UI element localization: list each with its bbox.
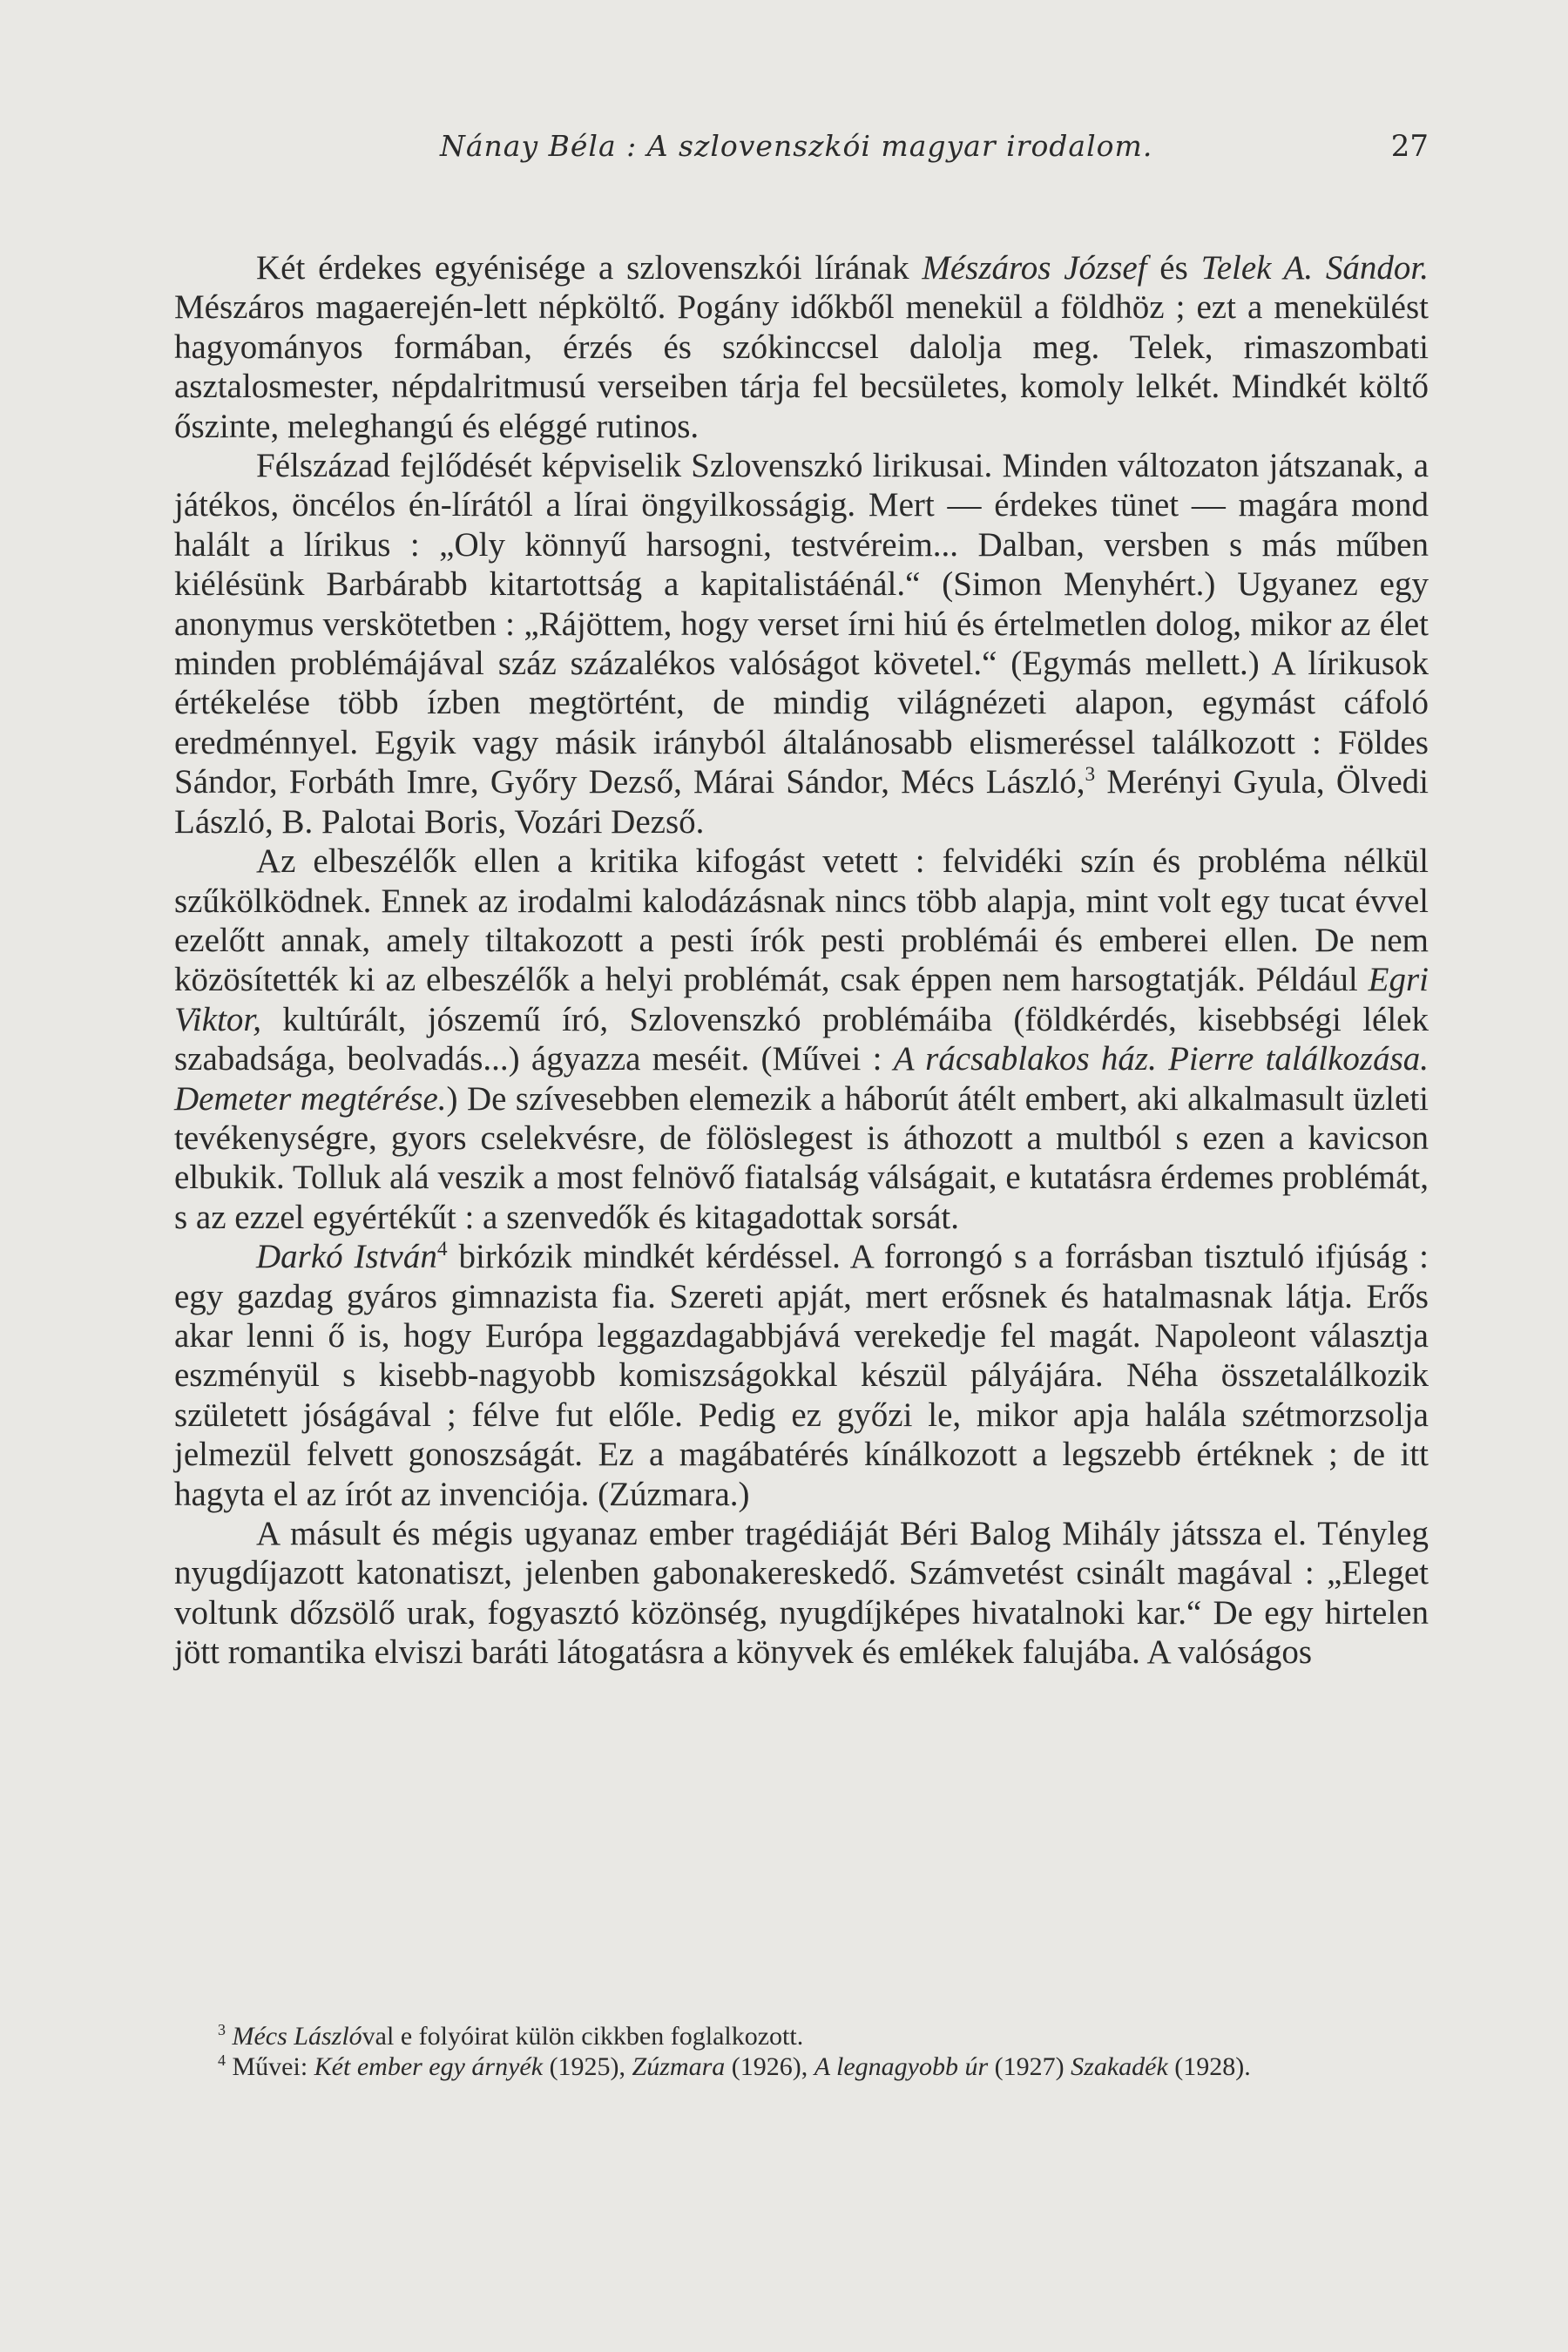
running-title: Nánay Béla : A szlovenszkói magyar irodalom. (440, 129, 1153, 163)
footnote-ref: 3 (1085, 763, 1096, 787)
footnote-4: $^4$ Művei: Két ember egy árnyék (1925), Zúzmara (1926), A legnagyobb úr (1927) Szakadék (1928). (218, 2051, 1251, 2081)
footnote-ref: 4 (436, 1238, 448, 1261)
page-number: 27 (1390, 129, 1429, 164)
work-titles: A rácsablakos ház. Pierre találkozása. Demeter megtérése. (174, 1040, 1429, 1118)
author-name: Mészáros József (922, 249, 1147, 287)
footnote-3: $^3$ Mécs Lászlóval e folyóirat külön cikkben foglalkozott. (218, 2021, 804, 2051)
paragraph-1: Két érdekes egyénisége a szlovenszkói lírának Mészáros József és Telek A. Sándor. Mészáros magaerején-lett népköltő. Pogány időkből menekül a földhöz ; ezt a menekülést hagyományos formában, érzés és szókinccsel dalolja meg. Telek, rimaszombati asztalosmester, népdalritmusú verseiben tárja fel becsületes, komoly lelkét. Mindkét költő őszinte, meleghangú és eléggé rutinos. (174, 249, 1429, 445)
paragraph-3: Az elbeszélők ellen a kritika kifogást vetett : felvidéki szín és probléma nélkül szűkölködnek. Ennek az irodalmi kalodázásnak nincs több alapja, mint volt egy tucat évvel ezelőtt annak, amely tiltakozott a pesti írók pesti problémái és emberei ellen. De nem közösítették ki az elbeszélők a helyi problémát, csak éppen nem harsogtatják. Például Egri Viktor, kultúrált, jószemű író, Szlovenszkó problémáiba (földkérdés, kisebbségi lélek szabadsága, beolvadás...) ágyazza meséit. (Művei : A rácsablakos ház. Pierre találkozása. Demeter megtérése.) De szívesebben elemezik a háborút átélt embert, aki alkalmasult üzleti tevékenységre, gyors cselekvésre, de fölöslegest is áthozott a multból s ezen a kavicson elbukik. Tolluk alá veszik a most felnövő fiatalság válságait, e kutatásra érdemes problémát, s az ezzel egyértékűt : a szenvedők és kitagadottak sorsát. (174, 842, 1429, 1236)
author-name: Telek A. Sándor. (1200, 249, 1429, 287)
page-header (174, 129, 1429, 172)
main-text (174, 248, 1429, 1673)
paragraph-2: Félszázad fejlődését képviselik Szlovenszkó lirikusai. Minden változaton játszanak, a játékos, öncélos én-lírától a lírai öngyilkosságig. Mert — érdekes tünet — magára mond halált a lírikus : „Oly könnyű harsogni, testvéreim... Dalban, versben s más műben kiélésünk Barbárabb kitartottság a kapitalistáénál.“ (Simon Menyhért.) Ugyanez egy anonymus verskötetben : „Rájöttem, hogy verset írni hiú és értelmetlen dolog, mikor az élet minden problémájával száz százalékos valóságot követel.“ (Egymás mellett.) A lírikusok értékelése több ízben megtörtént, de mindig világnézeti alapon, egymást cáfoló eredménnyel. Egyik vagy másik irányból általánosabb elismeréssel találkozott : Földes Sándor, Forbáth Imre, Győry Dezső, Márai Sándor, Mécs László,$^3$ Merényi Gyula, Ölvedi László, B. Palotai Boris, Vozári Dezső. (174, 447, 1429, 841)
paragraph-5: A másult és mégis ugyanaz ember tragédiáját Béri Balog Mihály játssza el. Tényleg nyugdíjazott katonatiszt, jelenben gabonakereskedő. Számvetést csinált magával : „Eleget voltunk dőzsölő urak, fogyasztó közönség, nyugdíjképes hivatalnoki kar.“ De egy hirtelen jött romantika elviszi baráti látogatásra a könyvek és emlékek falujába. A valóságos (174, 1515, 1429, 1672)
footnotes (174, 2021, 1429, 2082)
author-name: Darkó István (256, 1238, 437, 1276)
author-name: Egri Viktor, (174, 961, 1429, 1038)
paragraph-4: Darkó István$^4$ birkózik mindkét kérdéssel. A forrongó s a forrásban tisztuló ifjúság : egy gazdag gyáros gimnazista fia. Szereti apját, mert erősnek és hatalmasnak látja. Erős akar lenni ő is, hogy Európa leggazdagabbjává verekedje fel magát. Napoleont választja eszményül s kisebb-nagyobb komiszságokkal készül pályájára. Néha összetalálkozik született jóságával ; félve fut előle. Pedig ez győzi le, mikor apja halála szétmorzsolja jelmezül felvett gonoszságát. Ez a magábatérés kínálkozott a legszebb értéknek ; de itt hagyta el az írót az invenciója. (Zúzmara.) (174, 1238, 1429, 1513)
